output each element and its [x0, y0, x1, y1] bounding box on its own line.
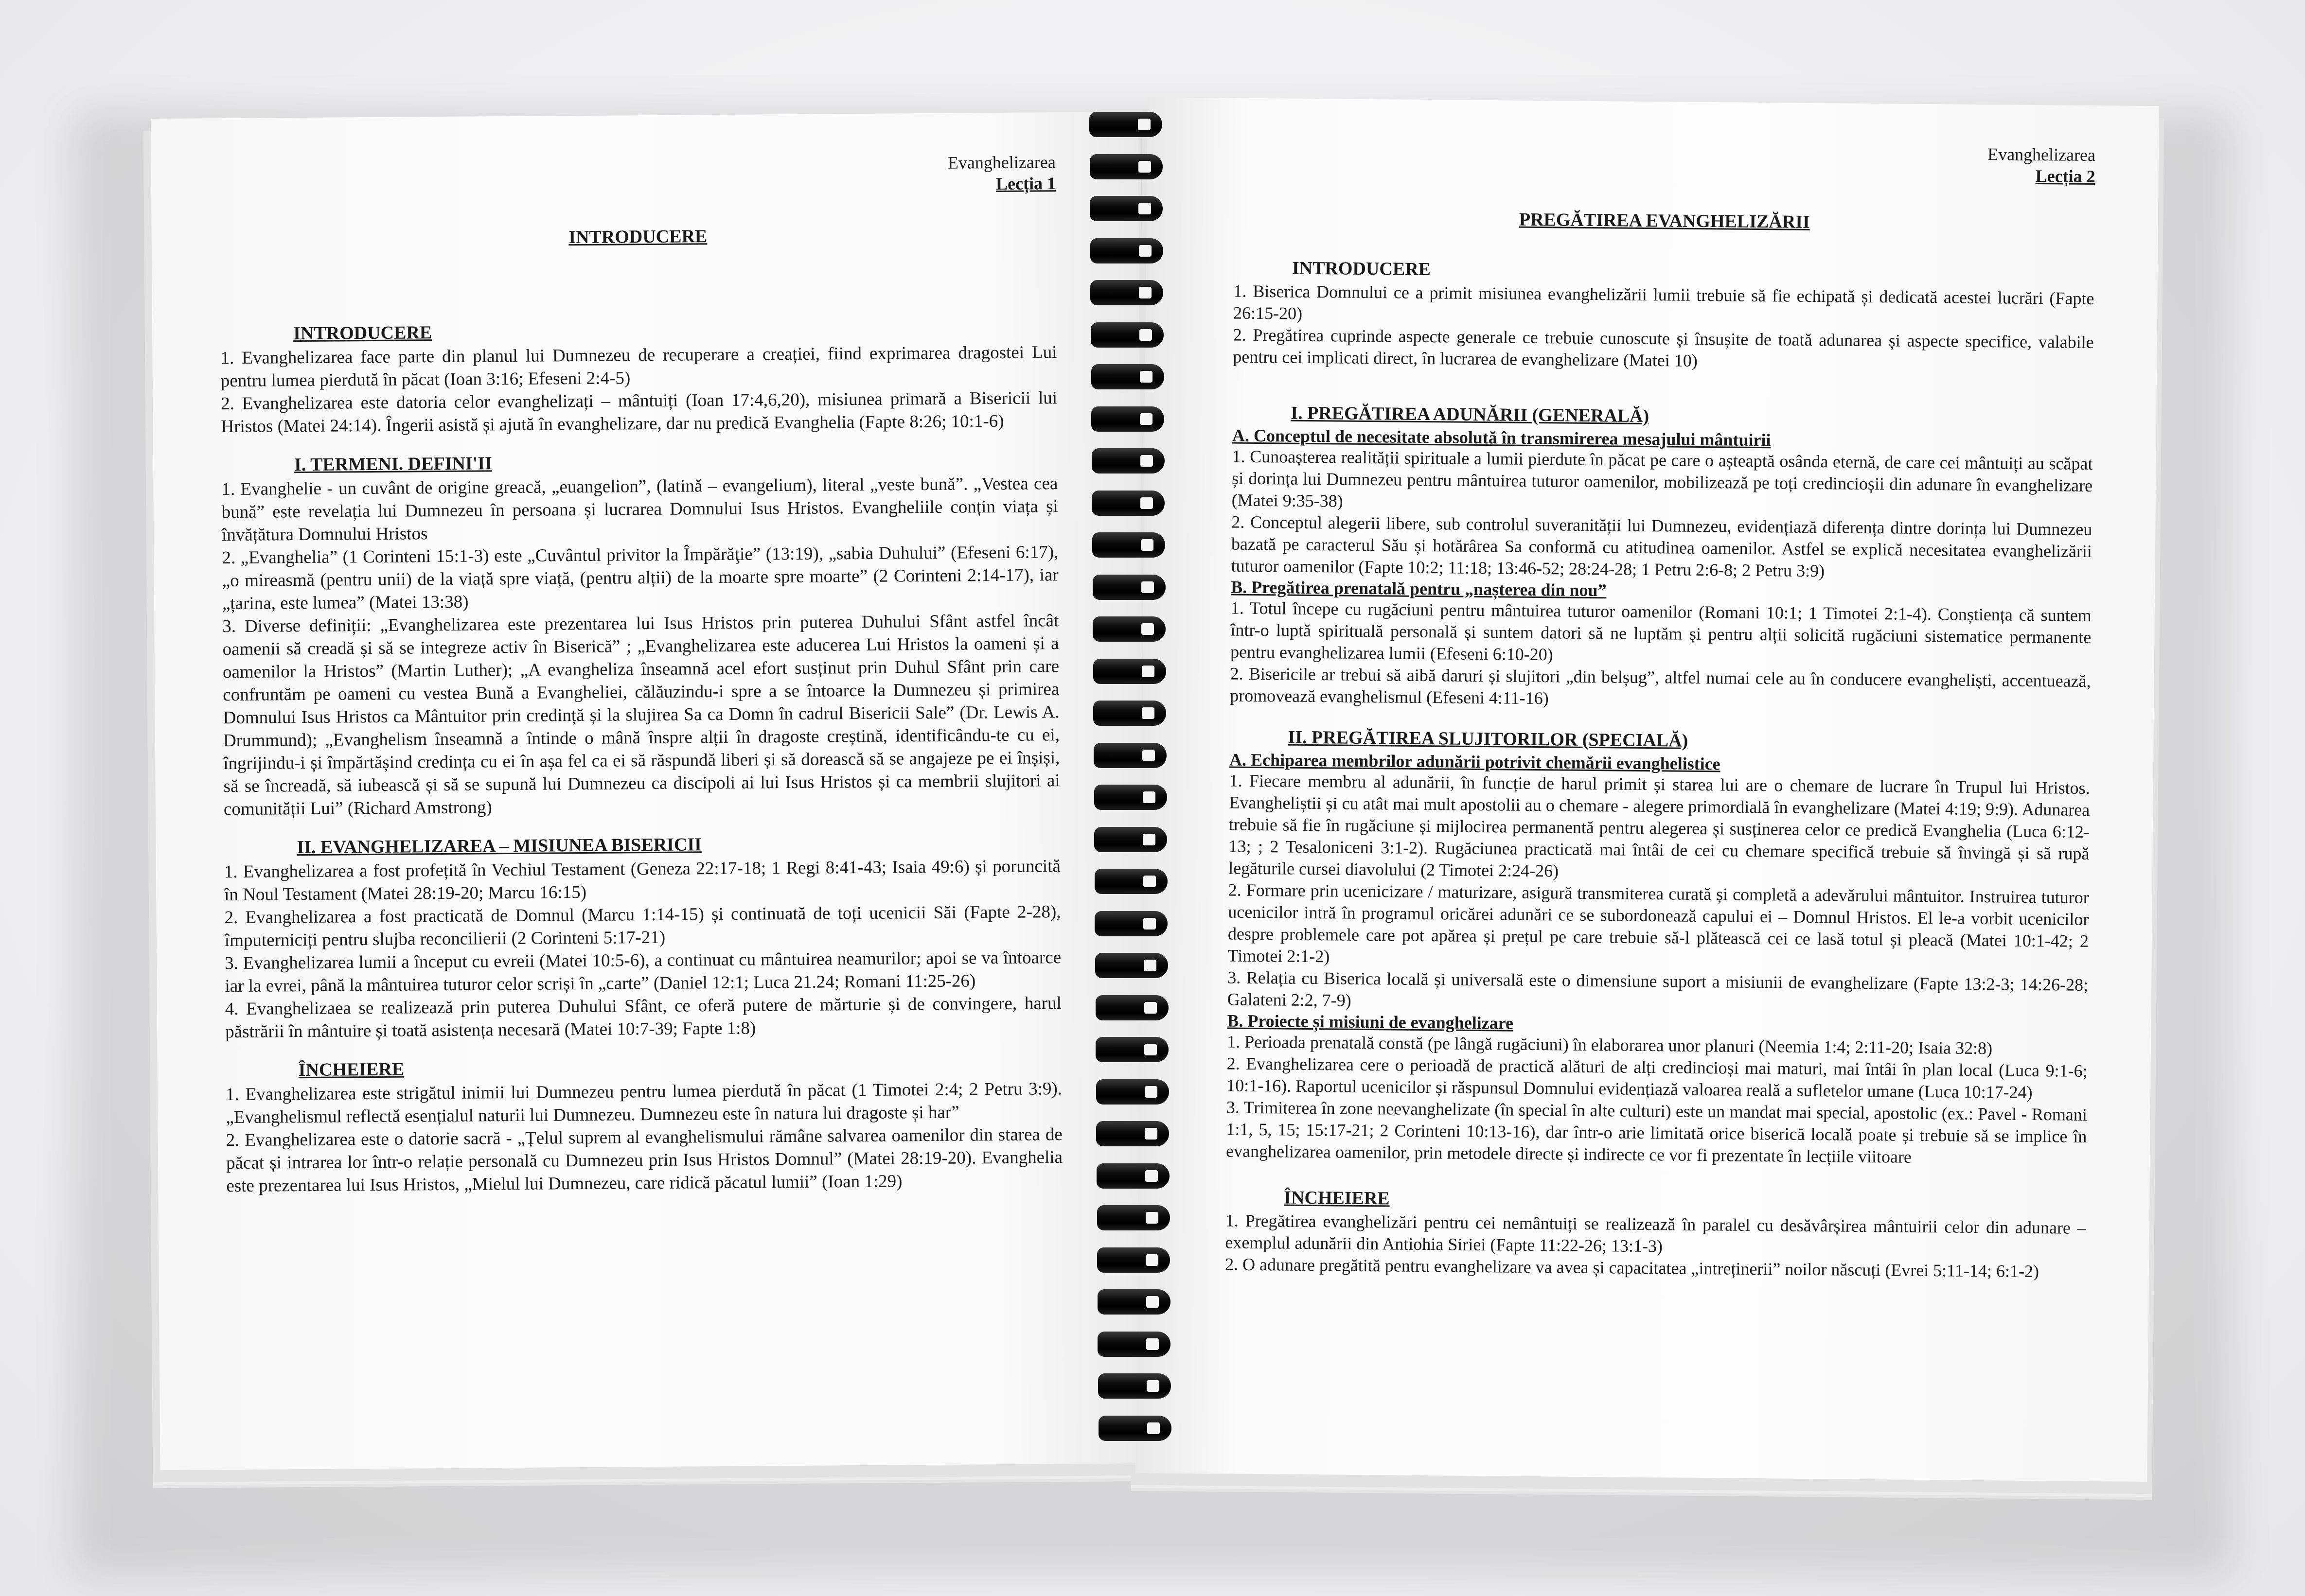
right-paragraph: 1. Fiecare membru al adunării, în funcție de harul primit și starea lui are o chemare de lucrare în Trupul lui Hristos. Evangheliștii și cu atât mai mult apostolii au o chemare - alegere primordială în evanghelizare (Matei 4:19; 9:9). Adunarea trebuie să fie în rugăciune și mijlocirea permanentă pentru alegerea și susținerea celor ce predică Evanghelia (Luca 6:12-13; ; 2 Tesaloniceni 3:1-2). Rugăciunea practicată mai întâi de cei cu chemare specifică trebuie să învingă și să rupă legăturile cursei diavolului (2 Timotei 2:24-26)	[1228, 771, 2090, 881]
left-section-heading: II. EVANGHELIZAREA – MISIUNEA BISERICII	[297, 834, 702, 858]
spiral-binding	[1089, 112, 1187, 1473]
binding-coil	[1097, 1163, 1179, 1192]
binding-coil	[1090, 280, 1173, 308]
left-paragraph: 2. Evanghelizarea a fost practicată de Domnul (Marcu 1:14-15) și continuată de toți ucenicii Săi (Fapte 2-28), împuterniciți pentru slujba reconcilierii (2 Corinteni 5:17-21)	[224, 902, 1061, 951]
right-paragraph: 2. Evanghelizarea cere o perioadă de practică alături de alți credincioși mai maturi, mai întâi în plan local (Luca 9:1-6; 10:1-16). Raportul ucenicilor și răspunsul Domnului evidențiază valoarea reală a sufletelor umane (Luca 10:17-24)	[1226, 1053, 2088, 1102]
right-page-title: PREGĂTIREA EVANGHELIZĂRII	[1519, 209, 1810, 232]
right-subheading: B. Proiecte și misiuni de evanghelizare	[1227, 1011, 1514, 1033]
binding-coil	[1097, 1205, 1180, 1233]
right-paragraph: 2. Conceptul alegerii libere, sub controlul suveranității lui Dumnezeu, evidențiază diferența dintre dorința lui Dumnezeu bazată pe caracterul Său și hotărârea Sa conformă cu atitudinea oamenilor. Astfel se explică necesitatea evanghelizării tuturor oamenilor (Fapte 10:2; 11:18; 13:46-52; 28:24-28; 1 Petru 2:6-8; 2 Petru 3:9)	[1231, 512, 2092, 581]
left-paragraph: 3. Evanghelizarea lumii a început cu evreii (Matei 10:5-6), a continuat cu mântuirea neamurilor; apoi se va întoarce iar la evrei, până la mântuirea tuturor celor scriși în „carte” (Daniel 12:1; Luca 21.24; Romani 11:25-26)	[225, 947, 1062, 997]
binding-coil	[1093, 575, 1175, 603]
left-header-course: Evanghelizarea	[947, 152, 1056, 173]
left-paragraph: 1. Evanghelizarea a fost profețită în Vechiul Testament (Geneza 22:17-18; 1 Regi 8:41-43; Isaia 49:6) și poruncită în Noul Testament (Matei 28:19-20; Marcu 16:15)	[224, 856, 1061, 905]
binding-coil	[1090, 238, 1173, 266]
left-paragraph: 4. Evanghelizaea se realizează prin puterea Duhului Sfânt, ce oferă putere de mărturie și de convingere, harul păstrării în mântuire și toată asistența necesară (Matei 10:7-39; Fapte 1:8)	[225, 993, 1062, 1042]
left-header-lesson: Lecția 1	[995, 174, 1056, 194]
binding-coil	[1095, 869, 1177, 897]
right-paragraph: 3. Trimiterea în zone neevanghelizate (în special în alte culturi) este un mandat mai special, apostolic (ex.: Pavel - Romani 1:1, 5, 15; 15:17-21; 2 Corinteni 10:13-16), dar într-o arie limitată orice biserică locală poate și trebuie să se implice în evanghelizarea oamenilor, prin metodele directe și indirecte ce vor fi prezentate în lecțiile viitoare	[1225, 1097, 2087, 1167]
right-section-heading: I. PREGĂTIREA ADUNĂRII (GENERALĂ)	[1291, 403, 1649, 427]
binding-coil	[1096, 995, 1178, 1023]
right-paragraph: 1. Totul începe cu rugăciuni pentru mântuirea tuturor oamenilor (Romani 10:1; 1 Timotei 2:1-4). Conștiența că suntem într-o luptă spirituală personală și suntem datori să ne luptăm și pentru alții solicită rugăciuni sistematice permanente pentru evanghelizarea lumii (Efeseni 6:10-20)	[1230, 598, 2092, 665]
binding-coil	[1093, 616, 1175, 645]
binding-coil	[1095, 911, 1177, 939]
binding-coil	[1092, 448, 1174, 476]
left-paragraph: 2. „Evanghelia” (1 Corinteni 15:1-3) este „Cuvântul privitor la Împărăţie” (13:19), „sabia Duhului” (Efeseni 6:17), „o mireasmă (pentru unii) de la viață spre viață, (pentru alții) de la moarte spre moarte” (2 Corinteni 2:14-17), iar „țarina, este lumea” (Matei 13:38)	[222, 542, 1059, 614]
binding-coil	[1093, 659, 1176, 687]
binding-coil	[1099, 1416, 1181, 1444]
binding-coil	[1091, 406, 1174, 435]
binding-coil	[1096, 1079, 1179, 1107]
right-page	[1135, 97, 2159, 1482]
left-page	[151, 112, 1147, 1470]
right-paragraph: 1. Pregătirea evanghelizări pentru cei nemântuiți se realizează în paralel cu desăvârșirea mântuirii celor din adunare – exemplul adunării din Antiohia Siriei (Fapte 11:22-26; 13:1-3)	[1225, 1210, 2086, 1256]
right-paragraph: 1. Cunoașterea realității spirituale a lumii pierdute în păcat pe care o așteaptă osânda eternă, de care cei mântuiți au scăpat și dorința lui Dumnezeu pentru mântuirea tuturor oamenilor, mobilizează pe toți credincioșii din adunare în evanghelizare (Matei 9:35-38)	[1231, 446, 2093, 511]
right-subheading: A. Echiparea membrilor adunării potrivit chemării evanghelistice	[1229, 750, 1720, 774]
binding-coil	[1097, 1247, 1180, 1276]
right-header-course: Evanghelizarea	[1987, 144, 2096, 165]
binding-coil	[1098, 1289, 1180, 1317]
binding-coil	[1096, 1121, 1179, 1149]
left-page-title: INTRODUCERE	[568, 226, 708, 248]
right-subheading: B. Pregătirea prenatală pentru „nașterea din nou”	[1231, 577, 1607, 600]
left-section-heading: ÎNCHEIERE	[298, 1059, 405, 1081]
binding-coil	[1092, 532, 1175, 561]
binding-coil	[1092, 491, 1174, 519]
binding-coil	[1089, 112, 1172, 140]
binding-coil	[1096, 1037, 1178, 1065]
binding-coil	[1095, 953, 1178, 981]
binding-coil	[1098, 1373, 1181, 1402]
left-section-heading: I. TERMENI. DEFINI'II	[294, 453, 493, 475]
right-paragraph: 2. Pregătirea cuprinde aspecte generale ce trebuie cunoscute și însușite de toată adunarea și aspecte specifice, valabile pentru cei implicati direct, în lucrarea de evanghelizare (Matei 10)	[1233, 325, 2094, 370]
left-page-header	[219, 151, 1056, 200]
right-paragraph: 2. Formare prin ucenicizare / maturizare, asigură transmiterea curată și completă a adevărului mântuitor. Instruirea tuturor ucenicilor intră în programul oricărei adunări ce se subordonează capului ei – Domnul Hristos. El le-a vorbit ucenicilor despre problemele care pot apărea și prețul pe care trebuie să-l plătească cei ce lasă totul și pleacă (Matei 10:1-42; 2 Timotei 2:1-2)	[1227, 880, 2089, 966]
binding-coil	[1090, 154, 1172, 182]
left-paragraph: 3. Diverse definiții: „Evanghelizarea este prezentarea lui Isus Hristos prin puterea Duhului Sfânt astfel încât oamenii să creadă și să se integreze activ în Biserică” ; „Evanghelizarea este aducerea Lui Hristos la oameni și a oamenilor la Hristos” (Martin Luther); „A evangheliza înseamnă acel efort susținut prin Duhul Sfânt prin care confruntăm pe oameni cu vestea Bună a Evangheliei, călăuzindu-i spre a se întoarce la Dumnezeu și primirea Domnului Isus Hristos ca Mântuitor prin credință și la slujirea Sa ca Domn în cadrul Bisericii Sale” (Dr. Lewis A. Drummund); „Evanghelism înseamnă a întinde o mână înspre alții în dragoste creștină, identificându-te cu ei, îngrijindu-i și împărtășind credința cu ei în așa fel ca ei să răspundă liberi și să dorească să se angajeze pe ei înșiși, să se încreadă, să iubească și să se supună lui Dumnezeu ca discipoli ai lui Isus Hristos și ca membrii slujitori ai comunității Lui” (Richard Amstrong)	[222, 611, 1060, 820]
right-paragraph: 3. Relația cu Biserica locală și universală este o dimensiune suport a misiunii de evanghelizare (Fapte 13:2-3; 14:26-28; Galateni 2:2, 7-9)	[1227, 967, 2089, 1010]
right-paragraph: 1. Perioada prenatală constă (pe lângă rugăciuni) în elaborarea unor planuri (Neemia 1:4; 2:11-20; Isaia 32:8)	[1226, 1032, 1993, 1058]
right-paragraph: 1. Biserica Domnului ce a primit misiunea evanghelizării lumii trebuie să fie echipată și dedicată acestei lucrări (Fapte 26:15-20)	[1233, 281, 2094, 323]
binding-coil	[1091, 322, 1173, 351]
right-paragraph: 2. Bisericile ar trebui să aibă daruri și slujitori „din belșug”, altfel numai cele au în conducere evangheliști, accentuează, promovează evanghelismul (Efeseni 4:11-16)	[1230, 664, 2091, 708]
left-paragraph: 2. Evanghelizarea este o datorie sacră - „Țelul suprem al evanghelismului rămâne salvarea oamenilor din starea de păcat și intrarea lor într-o relație personală cu Dumnezeu prin Isus Hristos Domnul” (Matei 28:19-20). Evanghelia este prezentarea lui Isus Hristos, „Mielul lui Dumnezeu, care ridică păcatul lumii” (Ioan 1:29)	[226, 1124, 1063, 1196]
right-paragraph: 2. O adunare pregătită pentru evanghelizare va avea și capacitatea „intreținerii” noilor născuți (Evrei 5:11-14; 6:1-2)	[1224, 1254, 2039, 1281]
right-subheading: A. Conceptul de necesitate absolută în transmirerea mesajului mântuirii	[1232, 425, 1771, 450]
binding-coil	[1094, 827, 1177, 855]
right-page-header	[1235, 137, 2096, 187]
right-header-lesson: Lecția 2	[2035, 166, 2095, 187]
binding-coil	[1094, 743, 1176, 771]
binding-coil	[1098, 1332, 1180, 1360]
left-section-heading: INTRODUCERE	[293, 322, 432, 344]
left-paragraph: 1. Evanghelizarea face parte din planul lui Dumnezeu de recuperare a creației, fiind exprimarea dragostei Lui pentru lumea pierdută în păcat (Ioan 3:16; Efeseni 2:4-5)	[220, 342, 1057, 391]
binding-coil	[1093, 701, 1176, 729]
left-paragraph: 1. Evanghelie - un cuvânt de origine greacă, „euangelion”, (latină – evangelium), literal „veste bună”. „Vestea cea bună” este revelația lui Dumnezeu în persoana și lucrarea Domnului Isus Hristos. Evangheliile conțin viața și învățătura Domnului Hristos	[221, 474, 1058, 545]
right-conclusion-heading: ÎNCHEIERE	[1284, 1187, 1390, 1209]
left-paragraph: 1. Evanghelizarea este strigătul inimii lui Dumnezeu pentru lumea pierdută în păcat (1 Timotei 2:4; 2 Petru 3:9). „Evanghelismul reflectă esențialul naturii lui Dumnezeu. Dumnezeu este în natura lui dragoste și har”	[225, 1079, 1063, 1128]
binding-coil	[1090, 196, 1172, 224]
left-paragraph: 2. Evanghelizarea este datoria celor evanghelizați – mântuiți (Ioan 17:4,6,20), misiunea primară a Bisericii lui Hristos (Matei 24:14). Îngerii asistă și ajută în evanghelizare, dar nu predică Evanghelia (Fapte 8:26; 10:1-6)	[221, 388, 1058, 437]
right-intro-heading: INTRODUCERE	[1292, 258, 1431, 280]
binding-coil	[1094, 785, 1177, 813]
binding-coil	[1091, 364, 1174, 392]
right-section-heading: II. PREGĂTIREA SLUJITORILOR (SPECIALĂ)	[1288, 727, 1688, 751]
